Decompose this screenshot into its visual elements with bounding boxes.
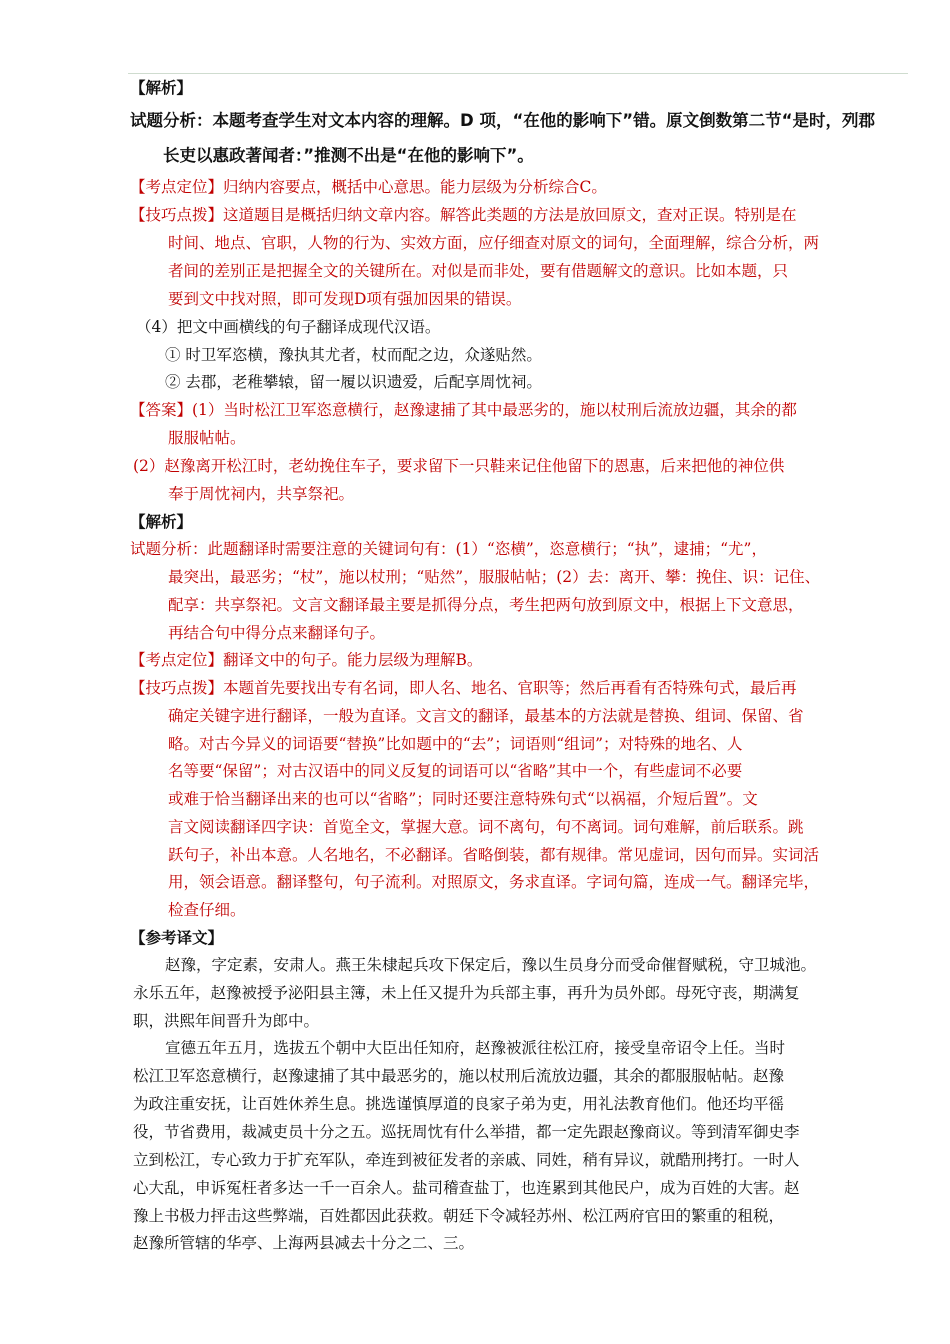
translation-line: 宣德五年五月，选拔五个朝中大臣出任知府，赵豫被派往松江府，接受皇帝诏令上任。当时 bbox=[165, 1039, 786, 1057]
analysis-text-line: 长吏以惠政著闻者：”推测不出是“在他的影响下”。 bbox=[163, 146, 534, 165]
analysis-text-line: 试题分析：此题翻译时需要注意的关键词句有：(1）“恣横”，恣意横行；“执”，逮捕；“尤”， bbox=[130, 540, 767, 558]
translation-line: 职，洪熙年间晋升为郎中。 bbox=[133, 1012, 320, 1030]
jiqiao-line: 名等要“保留”；对古汉语中的同义反复的词语可以“省略”其中一个，有些虚词不必要 bbox=[168, 762, 743, 780]
section-header-translation: 【参考译文】 bbox=[130, 928, 224, 947]
jiqiao-line: 跃句子，补出本意。人名地名，不必翻译。省略倒装，都有规律。常见虚词，因句而异。实词活 bbox=[168, 846, 820, 864]
analysis-text-line: 试题分析：本题考查学生对文本内容的理解。D 项，“在他的影响下”错。原文倒数第二节“是时，列郡 bbox=[130, 111, 875, 130]
jiqiao-line: 时间、地点、官职，人物的行为、实效方面，应仔细查对原文的词句，全面理解，综合分析，两 bbox=[168, 234, 820, 252]
kaodian-line: 【考点定位】翻译文中的句子。能力层级为理解B。 bbox=[130, 651, 483, 669]
section-header-analysis: 【解析】 bbox=[130, 512, 193, 531]
answer-line: (2）赵豫离开松江时，老幼挽住车子，要求留下一只鞋来记住他留下的恩惠，后来把他的神位供 bbox=[133, 457, 785, 475]
question-item: ② 去郡，老稚攀辕，留一履以识遗爱，后配享周忱祠。 bbox=[165, 373, 542, 391]
translation-line: 为政注重安抚，让百姓休养生息。挑选谨慎厚道的良家子弟为吏，用礼法教育他们。他还均平徭 bbox=[133, 1095, 785, 1113]
translation-line: 心大乱，申诉冤枉者多达一千一百余人。盐司稽查盐丁，也连累到其他民户，成为百姓的大害。赵 bbox=[133, 1179, 800, 1197]
question-item: ① 时卫军恣横，豫执其尤者，杖而配之边，众遂贴然。 bbox=[165, 346, 542, 364]
translation-line: 永乐五年，赵豫被授予泌阳县主簿，未上任又提升为兵部主事，再升为员外郎。母死守丧，期满复 bbox=[133, 984, 800, 1002]
jiqiao-line: 用，领会语意。翻译整句，句子流利。对照原文，务求直译。字词句篇，连成一气。翻译完毕， bbox=[168, 873, 820, 891]
translation-line: 赵豫所管辖的华亭、上海两县减去十分之二、三。 bbox=[133, 1234, 475, 1252]
translation-line: 赵豫，字定素，安肃人。燕王朱棣起兵攻下保定后，豫以生员身分而受命催督赋税，守卫城池。 bbox=[165, 956, 817, 974]
answer-line: 【答案】(1）当时松江卫军恣意横行，赵豫逮捕了其中最恶劣的，施以杖刑后流放边疆，其余的都 bbox=[130, 401, 797, 419]
kaodian-line: 【考点定位】归纳内容要点，概括中心意思。能力层级为分析综合C。 bbox=[130, 178, 607, 196]
jiqiao-line: 者间的差别正是把握全文的关键所在。对似是而非处，要有借题解文的意识。比如本题，只 bbox=[168, 262, 789, 280]
analysis-text-line: 最突出，最恶劣；“杖”，施以杖刑；“贴然”，服服帖帖；(2）去：离开、攀：挽住、识：记住、 bbox=[168, 568, 821, 586]
jiqiao-line: 确定关键字进行翻译，一般为直译。文言文的翻译，最基本的方法就是替换、组词、保留、省 bbox=[168, 707, 804, 725]
top-divider bbox=[128, 73, 908, 74]
translation-line: 松江卫军恣意横行，赵豫逮捕了其中最恶劣的，施以杖刑后流放边疆，其余的都服服帖帖。赵豫 bbox=[133, 1067, 785, 1085]
jiqiao-line: 略。对古今异义的词语要“替换”比如题中的“去”；词语则“组词”；对特殊的地名、人 bbox=[168, 735, 743, 753]
jiqiao-line: 言文阅读翻译四字诀：首览全文，掌握大意。词不离句，句不离词。词句难解，前后联系。跳 bbox=[168, 818, 804, 836]
answer-line: 服服帖帖。 bbox=[168, 429, 246, 447]
analysis-text-line: 再结合句中得分点来翻译句子。 bbox=[168, 624, 386, 642]
jiqiao-line: 【技巧点拨】这道题目是概括归纳文章内容。解答此类题的方法是放回原文，查对正误。特别是在 bbox=[130, 206, 797, 224]
section-header-analysis: 【解析】 bbox=[130, 78, 193, 97]
answer-line: 奉于周忱祠内，共享祭祀。 bbox=[168, 485, 355, 503]
jiqiao-line: 检查仔细。 bbox=[168, 901, 246, 919]
translation-line: 豫上书极力抨击这些弊端，百姓都因此获救。朝廷下令减轻苏州、松江两府官田的繁重的租税， bbox=[133, 1207, 785, 1225]
jiqiao-line: 要到文中找对照，即可发现D项有强加因果的错误。 bbox=[168, 290, 522, 308]
analysis-text-line: 配享：共享祭祀。文言文翻译最主要是抓得分点，考生把两句放到原文中，根据上下文意思， bbox=[168, 596, 804, 614]
translation-line: 立到松江，专心致力于扩充军队，牵连到被征发者的亲戚、同姓，稍有异议，就酷刑拷打。一时人 bbox=[133, 1151, 800, 1169]
question-prompt: （4）把文中画横线的句子翻译成现代汉语。 bbox=[136, 318, 441, 336]
jiqiao-line: 【技巧点拨】本题首先要找出专有名词，即人名、地名、官职等；然后再看有否特殊句式，最后再 bbox=[130, 679, 797, 697]
jiqiao-line: 或难于恰当翻译出来的也可以“省略”；同时还要注意特殊句式“以祸福，介短后置”。文 bbox=[168, 790, 758, 808]
translation-line: 役，节省费用，裁减吏员十分之五。巡抚周忱有什么举措，都一定先跟赵豫商议。等到清军御史李 bbox=[133, 1123, 800, 1141]
